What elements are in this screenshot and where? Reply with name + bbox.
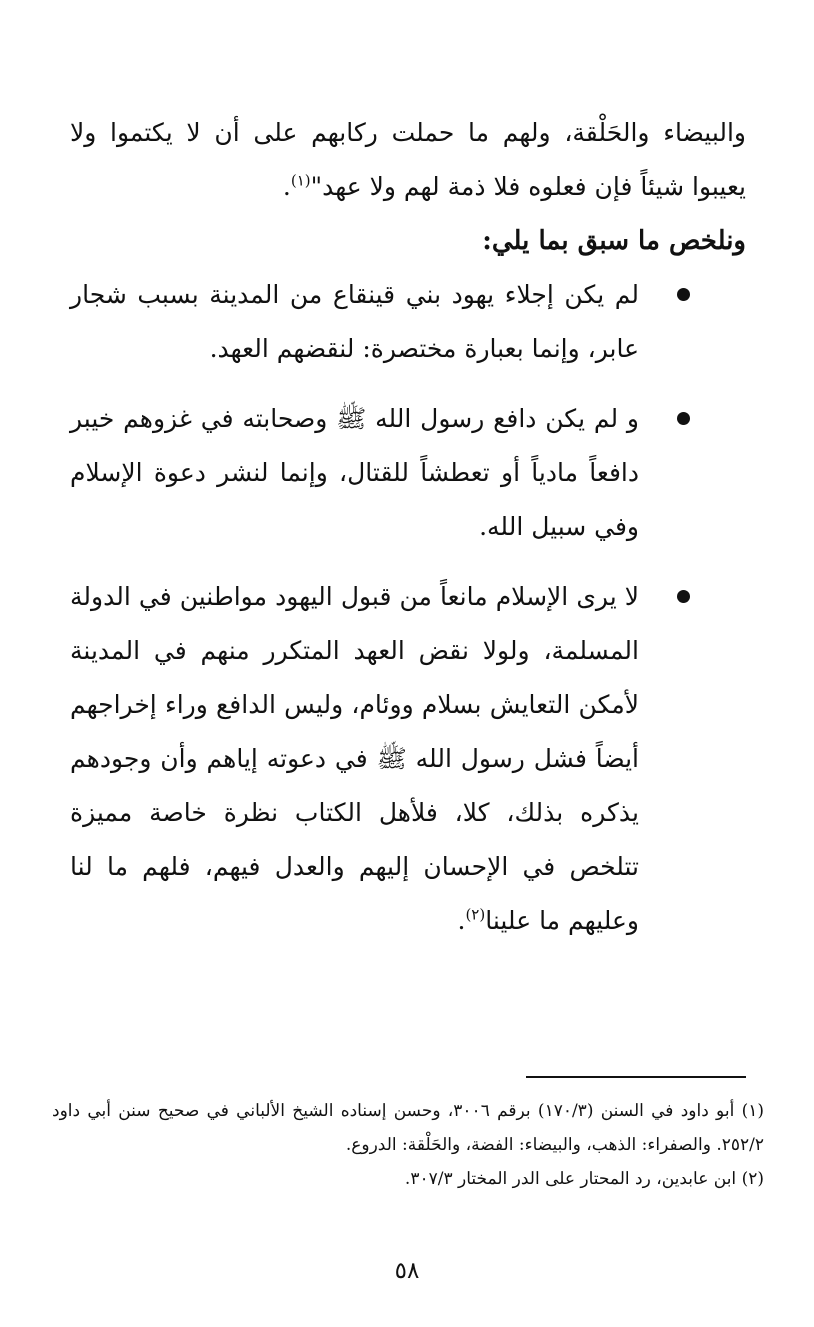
footnote-1 bbox=[52, 1094, 764, 1162]
bullet-icon bbox=[677, 590, 690, 603]
footnote-number: (١) bbox=[741, 1101, 764, 1121]
page-number: ٥٨ bbox=[394, 1258, 420, 1284]
footnote-ref-2: (٢) bbox=[465, 905, 486, 924]
summary-list bbox=[70, 268, 746, 948]
list-item bbox=[70, 570, 746, 948]
intro-end: . bbox=[282, 172, 291, 201]
list-item bbox=[70, 392, 746, 554]
footnote-2 bbox=[52, 1162, 764, 1196]
bullet-icon bbox=[677, 412, 690, 425]
footnote-divider bbox=[526, 1076, 746, 1078]
summary-heading: ونلخص ما سبق بما يلي: bbox=[482, 226, 746, 256]
footnotes bbox=[52, 1094, 764, 1196]
list-item bbox=[70, 268, 746, 376]
footnote-text: ابن عابدين، رد المحتار على الدر المختار ٣٠٧/٣. bbox=[404, 1169, 737, 1189]
list-item-text: لم يكن إجلاء يهود بني قينقاع من المدينة بسبب شجار عابر، وإنما بعبارة مختصرة: لنقضهم العهد. bbox=[70, 280, 639, 363]
footnote-ref-1: (١) bbox=[290, 171, 311, 190]
footnote-text: أبو داود في السنن (١٧٠/٣) برقم ٣٠٠٦، وحسن إسناده الشيخ الألباني في صحيح سنن أبي داود ٢٥٢/٢. والصفراء: الذهب، والبيضاء: الفضة، والحَلْقة: الدروع. bbox=[52, 1101, 764, 1155]
intro-paragraph bbox=[70, 106, 746, 214]
intro-text: والبيضاء والحَلْقة، ولهم ما حملت ركابهم على أن لا يكتموا ولا يعيبوا شيئاً فإن فعلوه فلا ذمة لهم ولا عهد" bbox=[70, 118, 746, 201]
list-item-end: . bbox=[457, 906, 466, 935]
list-item-text: و لم يكن دافع رسول الله ﷺ وصحابته في غزوهم خيبر دافعاً مادياً أو تعطشاً للقتال، وإنما لنشر دعوة الإسلام وفي سبيل الله. bbox=[70, 404, 639, 541]
main-text bbox=[70, 106, 746, 964]
bullet-icon bbox=[677, 288, 690, 301]
footnote-number: (٢) bbox=[741, 1169, 764, 1189]
list-item-text: لا يرى الإسلام مانعاً من قبول اليهود مواطنين في الدولة المسلمة، ولولا نقض العهد المتكرر منهم في المدينة لأمكن التعايش بسلام ووئام، وليس الدافع وراء إخراجهم أيضاً فشل رسول الله ﷺ في دعوته إياهم وأن وجودهم يذكره بذلك، كلا، فلأهل الكتاب نظرة خاصة مميزة تتلخص في الإحسان إليهم والعدل فيهم، فلهم ما لنا وعليهم ما علينا bbox=[70, 582, 639, 935]
